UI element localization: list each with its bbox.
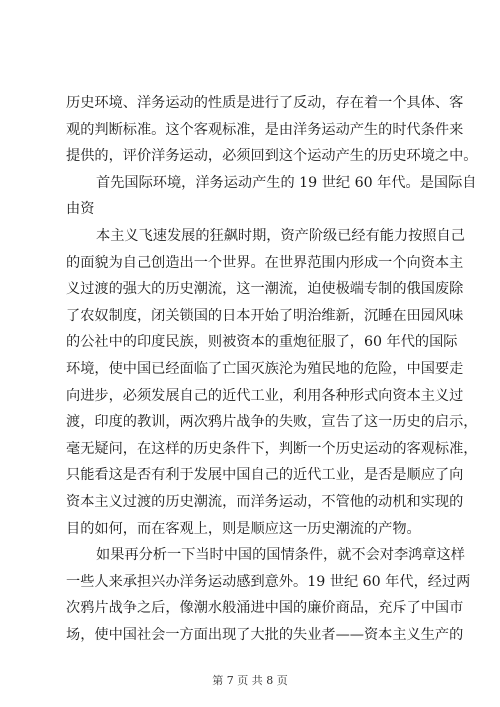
text-line: 历史环境、洋务运动的性质是进行了反动，存在着一个具体、客 (66, 95, 464, 111)
text-line: 向进步，必须发展自己的近代工业，利用各种形式向资本主义过 (66, 387, 464, 404)
text-line: 如果再分析一下当时中国的国情条件，就不会对李鸿章这样 (96, 547, 465, 564)
page-footer: 第 7 页 共 8 页 (212, 674, 288, 687)
text-line: 目的如何，而在客观上，则是顺应这一历史潮流的产物。 (66, 520, 421, 537)
text-line: 只能看这是否有利于发展中国自己的近代工业，是否是顺应了向 (66, 467, 464, 484)
text-line: 由资 (66, 201, 95, 218)
text-line: 渡，印度的教训，两次鸦片战争的失败，宣告了这一历史的启示， (66, 414, 478, 431)
text-line: 的公社中的印度民族，则被资本的重炮征服了，60 年代的国际 (66, 334, 458, 351)
text-line: 毫无疑问，在这样的历史条件下，判断一个历史运动的客观标准， (66, 440, 478, 457)
text-line: 次鸦片战争之后，像潮水般涌进中国的廉价商品，充斥了中国市 (66, 600, 464, 617)
text-line: 的面貌为自己创造出一个世界。在世界范围内形成一个向资本主 (66, 254, 464, 271)
text-line: 义过渡的强大的历史潮流，这一潮流，迫使极端专制的俄国废除 (66, 281, 464, 298)
text-line: 提供的，评价洋务运动，必须回到这个运动产生的历史环境之中。 (66, 148, 478, 165)
text-line: 一些人来承担兴办洋务运动感到意外。19 世纪 60 年代，经过两 (66, 573, 471, 590)
document-body (66, 90, 478, 648)
text-line: 观的判断标准。这个客观标准，是由洋务运动产生的时代条件来 (66, 121, 464, 138)
text-line: 首先国际环境，洋务运动产生的 19 世纪 60 年代。是国际自 (96, 174, 477, 191)
text-line: 资本主义过渡的历史潮流，而洋务运动，不管他的动机和实现的 (66, 493, 464, 510)
text-line: 本主义飞速发展的狂飙时期，资产阶级已经有能力按照自己 (96, 227, 465, 244)
text-line: 环境，使中国已经面临了亡国灭族沦为殖民地的危险，中国要走 (66, 360, 464, 377)
text-line: 场，使中国社会一方面出现了大批的失业者——资本主义生产的 (66, 626, 464, 643)
text-line: 了农奴制度，闭关锁国的日本开始了明治维新，沉睡在田园风味 (66, 307, 464, 324)
